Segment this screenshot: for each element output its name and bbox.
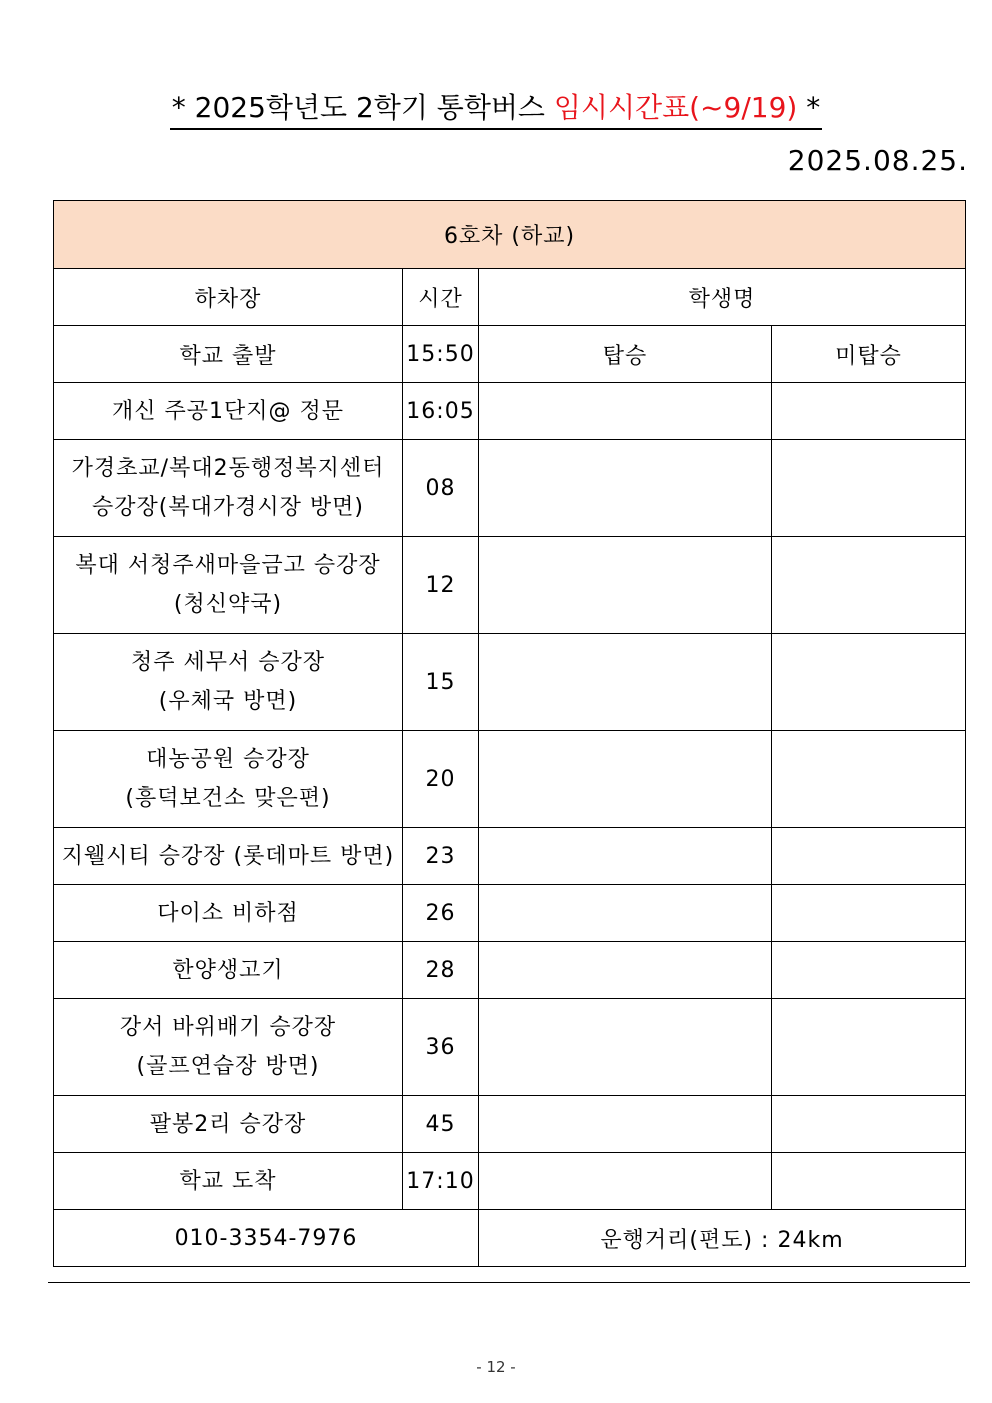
title-underlined (170, 88, 822, 130)
not-boarded-cell (772, 537, 966, 634)
not-boarded-cell (772, 383, 966, 440)
stop-time: 17:10 (403, 1153, 479, 1210)
bus-title: 6호차 (하교) (54, 201, 966, 269)
table-row (54, 942, 966, 999)
stop-name (54, 440, 403, 537)
boarded-cell (479, 1096, 772, 1153)
stop-time: 23 (403, 828, 479, 885)
stop-name-line1: 강서 바위배기 승강장 (119, 1015, 337, 1040)
departure-time: 15:50 (403, 326, 479, 383)
bottom-rule (48, 1282, 970, 1283)
stop-name (54, 383, 403, 440)
boarded-cell (479, 731, 772, 828)
document-title (0, 88, 992, 130)
bus-title-row (54, 201, 966, 269)
table-row (54, 537, 966, 634)
not-boarded-cell (772, 634, 966, 731)
boarded-cell (479, 634, 772, 731)
not-boarded-cell (772, 1153, 966, 1210)
stop-time: 26 (403, 885, 479, 942)
table-row (54, 634, 966, 731)
title-prefix: * 2025학년도 2학기 통학버스 (171, 91, 554, 124)
bus-schedule-table (53, 200, 966, 1267)
stop-name-line1: 한양생고기 (172, 957, 284, 983)
not-boarded-cell (772, 885, 966, 942)
stop-name-line2: (우체국 방면) (158, 689, 298, 714)
table-row (54, 999, 966, 1096)
stop-name-line1: 지웰시티 승강장 (롯데마트 방면) (61, 843, 395, 869)
table-row (54, 383, 966, 440)
stop-time: 20 (403, 731, 479, 828)
stop-time: 12 (403, 537, 479, 634)
column-header-students: 학생명 (479, 269, 966, 326)
stop-name-line2: (흥덕보건소 맞은편) (125, 786, 331, 811)
stop-time: 28 (403, 942, 479, 999)
stop-name-line2: (청신약국) (173, 592, 283, 617)
boarded-cell (479, 828, 772, 885)
column-header-row (54, 269, 966, 326)
stop-name-line1: 팔봉2리 승강장 (149, 1111, 307, 1137)
column-header-stop: 하차장 (54, 269, 403, 326)
title-suffix: * (797, 91, 821, 124)
boarded-cell (479, 1153, 772, 1210)
stop-name (54, 1153, 403, 1210)
stop-name (54, 1096, 403, 1153)
departure-stop: 학교 출발 (54, 326, 403, 383)
stop-name-line1: 청주 세무서 승강장 (130, 650, 325, 675)
boarded-cell (479, 942, 772, 999)
boarded-cell (479, 440, 772, 537)
stop-name-line2: 승강장(복대가경시장 방면) (92, 495, 364, 520)
boarded-cell (479, 537, 772, 634)
page-number: - 12 - (476, 1358, 516, 1376)
stop-name-line1: 개신 주공1단지@ 정문 (112, 398, 344, 424)
stop-name (54, 731, 403, 828)
not-boarded-cell (772, 1096, 966, 1153)
title-highlight: 임시시간표(~9/19) (553, 91, 798, 124)
stop-name (54, 942, 403, 999)
not-boarded-cell (772, 999, 966, 1096)
boarded-cell (479, 885, 772, 942)
table-row (54, 885, 966, 942)
stop-name-line1: 학교 도착 (179, 1168, 277, 1194)
boarded-cell (479, 999, 772, 1096)
stop-time: 45 (403, 1096, 479, 1153)
table-row (54, 731, 966, 828)
column-header-time: 시간 (403, 269, 479, 326)
stop-name (54, 828, 403, 885)
table-row (54, 1153, 966, 1210)
stop-time: 16:05 (403, 383, 479, 440)
stop-name-line2: (골프연습장 방면) (136, 1054, 320, 1079)
boarded-cell (479, 383, 772, 440)
stop-time: 08 (403, 440, 479, 537)
table-row (54, 440, 966, 537)
not-boarded-cell (772, 440, 966, 537)
contact-phone: 010-3354-7976 (54, 1210, 479, 1267)
stop-name-line1: 대농공원 승강장 (146, 747, 310, 772)
not-boarded-cell (772, 828, 966, 885)
table-row (54, 1096, 966, 1153)
stop-name-line1: 복대 서청주새마을금고 승강장 (75, 553, 381, 578)
not-boarded-cell (772, 942, 966, 999)
route-distance: 운행거리(편도) : 24km (479, 1210, 966, 1267)
not-boarded-cell (772, 731, 966, 828)
document-date: 2025.08.25. (787, 144, 968, 177)
stop-name (54, 999, 403, 1096)
stop-name (54, 885, 403, 942)
stop-time: 36 (403, 999, 479, 1096)
table-row (54, 828, 966, 885)
stop-name (54, 537, 403, 634)
departure-row (54, 326, 966, 383)
stop-time: 15 (403, 634, 479, 731)
stop-name-line1: 가경초교/복대2동행정복지센터 (71, 456, 385, 481)
column-header-boarded: 탑승 (479, 326, 772, 383)
footer-row (54, 1210, 966, 1267)
column-header-not-boarded: 미탑승 (772, 326, 966, 383)
stop-name-line1: 다이소 비하점 (157, 900, 299, 926)
stop-name (54, 634, 403, 731)
